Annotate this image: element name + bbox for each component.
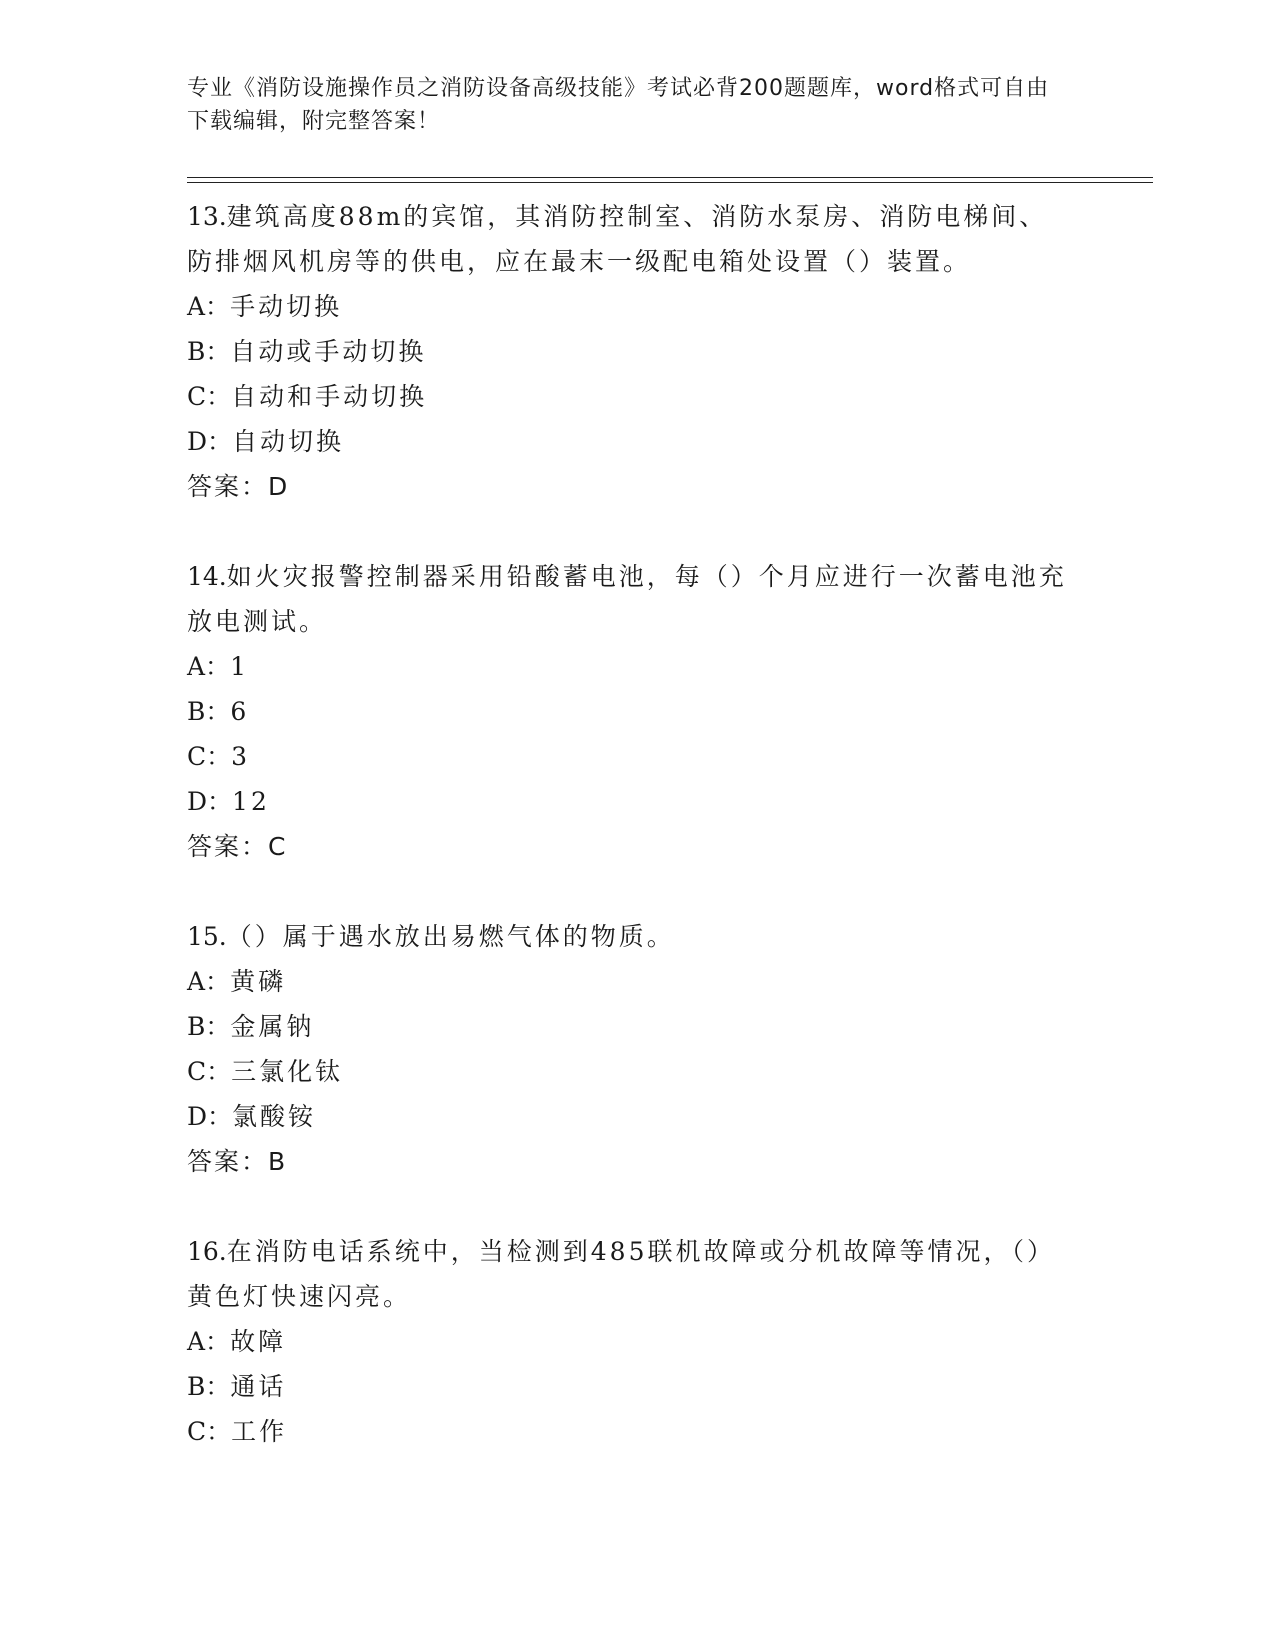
option-text: 工作 — [231, 1417, 288, 1446]
option-text: 自动和手动切换 — [231, 382, 428, 411]
option-key: C： — [187, 1417, 232, 1446]
option-b — [187, 1364, 1067, 1409]
option-text: 金属钠 — [230, 1012, 315, 1041]
question-body: 在消防电话系统中，当检测到485联机故障或分机故障等情况，（）黄色灯快速闪亮。 — [187, 1237, 1055, 1311]
question-number: 13. — [187, 202, 227, 231]
option-text: 6 — [230, 697, 250, 726]
document-header: 专业《消防设施操作员之消防设备高级技能》考试必背200题题库，word格式可自由下载编辑，附完整答案！ — [187, 76, 1050, 134]
question-body: （）属于遇水放出易燃气体的物质。 — [226, 922, 675, 951]
option-text: 自动切换 — [232, 427, 345, 456]
question-number: 15. — [187, 922, 227, 951]
document-page — [187, 72, 1153, 1499]
option-a — [187, 284, 1067, 329]
option-key: A： — [187, 967, 231, 996]
option-key: B： — [187, 1012, 231, 1041]
option-key: B： — [187, 1372, 231, 1401]
question-15 — [187, 914, 1153, 1184]
option-text: 3 — [231, 742, 251, 771]
option-text: 自动或手动切换 — [230, 337, 427, 366]
question-number: 14. — [187, 562, 227, 591]
option-key: D： — [187, 427, 233, 456]
answer-line: 答案：C — [187, 832, 288, 861]
option-text: 通话 — [230, 1372, 287, 1401]
option-text: 1 — [230, 652, 249, 681]
option-key: C： — [187, 1057, 232, 1086]
question-text — [187, 194, 1067, 284]
option-c — [187, 374, 1067, 419]
option-text: 氯酸铵 — [232, 1102, 317, 1131]
option-text: 故障 — [230, 1327, 287, 1356]
question-text — [187, 914, 1067, 959]
option-b — [187, 329, 1067, 374]
option-key: A： — [187, 652, 231, 681]
option-text: 手动切换 — [230, 292, 343, 321]
option-key: D： — [187, 787, 233, 816]
option-b — [187, 689, 1067, 734]
option-text: 三氯化钛 — [231, 1057, 344, 1086]
option-key: B： — [187, 697, 231, 726]
option-c — [187, 1049, 1067, 1094]
answer-line: 答案：D — [187, 472, 290, 501]
question-body: 建筑高度88m的宾馆，其消防控制室、消防水泵房、消防电梯间、防排烟风机房等的供电，应在最末一级配电箱处设置（）装置。 — [187, 202, 1048, 276]
question-16 — [187, 1229, 1153, 1454]
option-d — [187, 779, 1067, 824]
option-d — [187, 419, 1067, 464]
question-14 — [187, 554, 1153, 869]
option-key: D： — [187, 1102, 233, 1131]
answer-line: 答案：B — [187, 1147, 288, 1176]
option-a — [187, 644, 1067, 689]
option-c — [187, 734, 1067, 779]
header-divider — [187, 177, 1153, 183]
option-key: C： — [187, 382, 232, 411]
option-a — [187, 959, 1067, 1004]
option-d — [187, 1094, 1067, 1139]
question-number: 16. — [187, 1237, 227, 1266]
question-list — [187, 194, 1153, 1454]
option-a — [187, 1319, 1067, 1364]
option-b — [187, 1004, 1067, 1049]
question-13 — [187, 194, 1153, 509]
option-key: B： — [187, 337, 231, 366]
option-key: A： — [187, 292, 231, 321]
question-text — [187, 1229, 1067, 1319]
option-key: C： — [187, 742, 232, 771]
option-text: 12 — [232, 787, 270, 816]
option-key: A： — [187, 1327, 231, 1356]
question-text — [187, 554, 1067, 644]
question-body: 如火灾报警控制器采用铅酸蓄电池，每（）个月应进行一次蓄电池充放电测试。 — [187, 562, 1067, 636]
option-c — [187, 1409, 1067, 1454]
option-text: 黄磷 — [230, 967, 287, 996]
